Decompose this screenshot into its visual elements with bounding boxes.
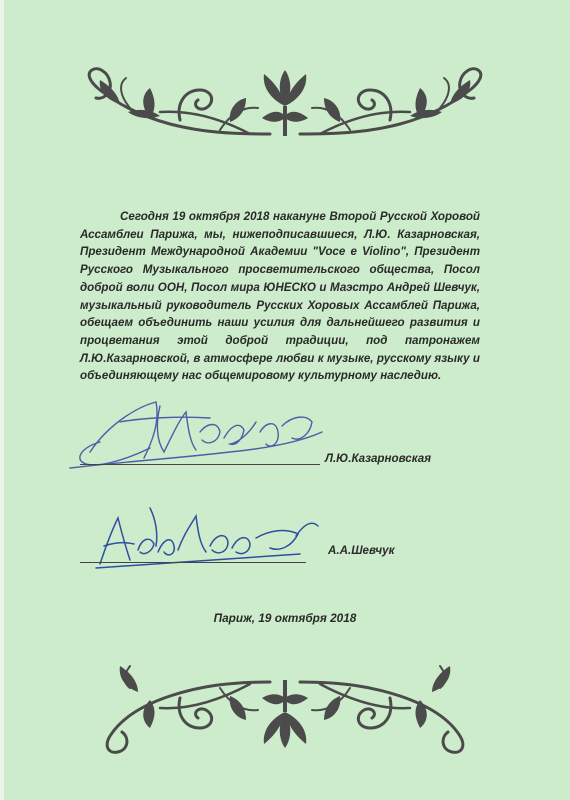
signatory-name: Л.Ю.Казарновская: [325, 452, 432, 465]
top-ornament: [0, 60, 570, 150]
signature-line: [80, 464, 320, 465]
handwritten-signature-shevchuk: [60, 490, 360, 580]
signature-line: [80, 562, 306, 563]
bottom-ornament: [0, 652, 570, 762]
signature-block-kazarnovskaya: [60, 392, 480, 482]
place-date: Париж, 19 октября 2018: [213, 611, 357, 625]
letter-body: Сегодня 19 октября 2018 накануне Второй Русской Хоровой Ассамблеи Парижа, мы, нижеподписавшиеся, Л.Ю. Казарновская, Президент Международной Академии "Voce e Violino", Президент Русского Музыкального просветительского общества, Посол доброй воли ООН, Посол мира ЮНЕСКО и Маэстро Андрей Шевчук, музыкальный руководитель Русских Хоровых Ассамблей Парижа, обещаем объединить наши усилия для дальнейшего развития и процветания этой доброй традиции, под патронажем Л.Ю.Казарновской, в атмосфере любви к музыке, русскому языку и объединяющему нас общемировому культурному наследию.: [80, 210, 480, 383]
handwritten-signature-kazarnovskaya: [60, 392, 360, 482]
signature-block-shevchuk: [60, 490, 480, 580]
signatory-name: А.А.Шевчук: [328, 544, 395, 557]
